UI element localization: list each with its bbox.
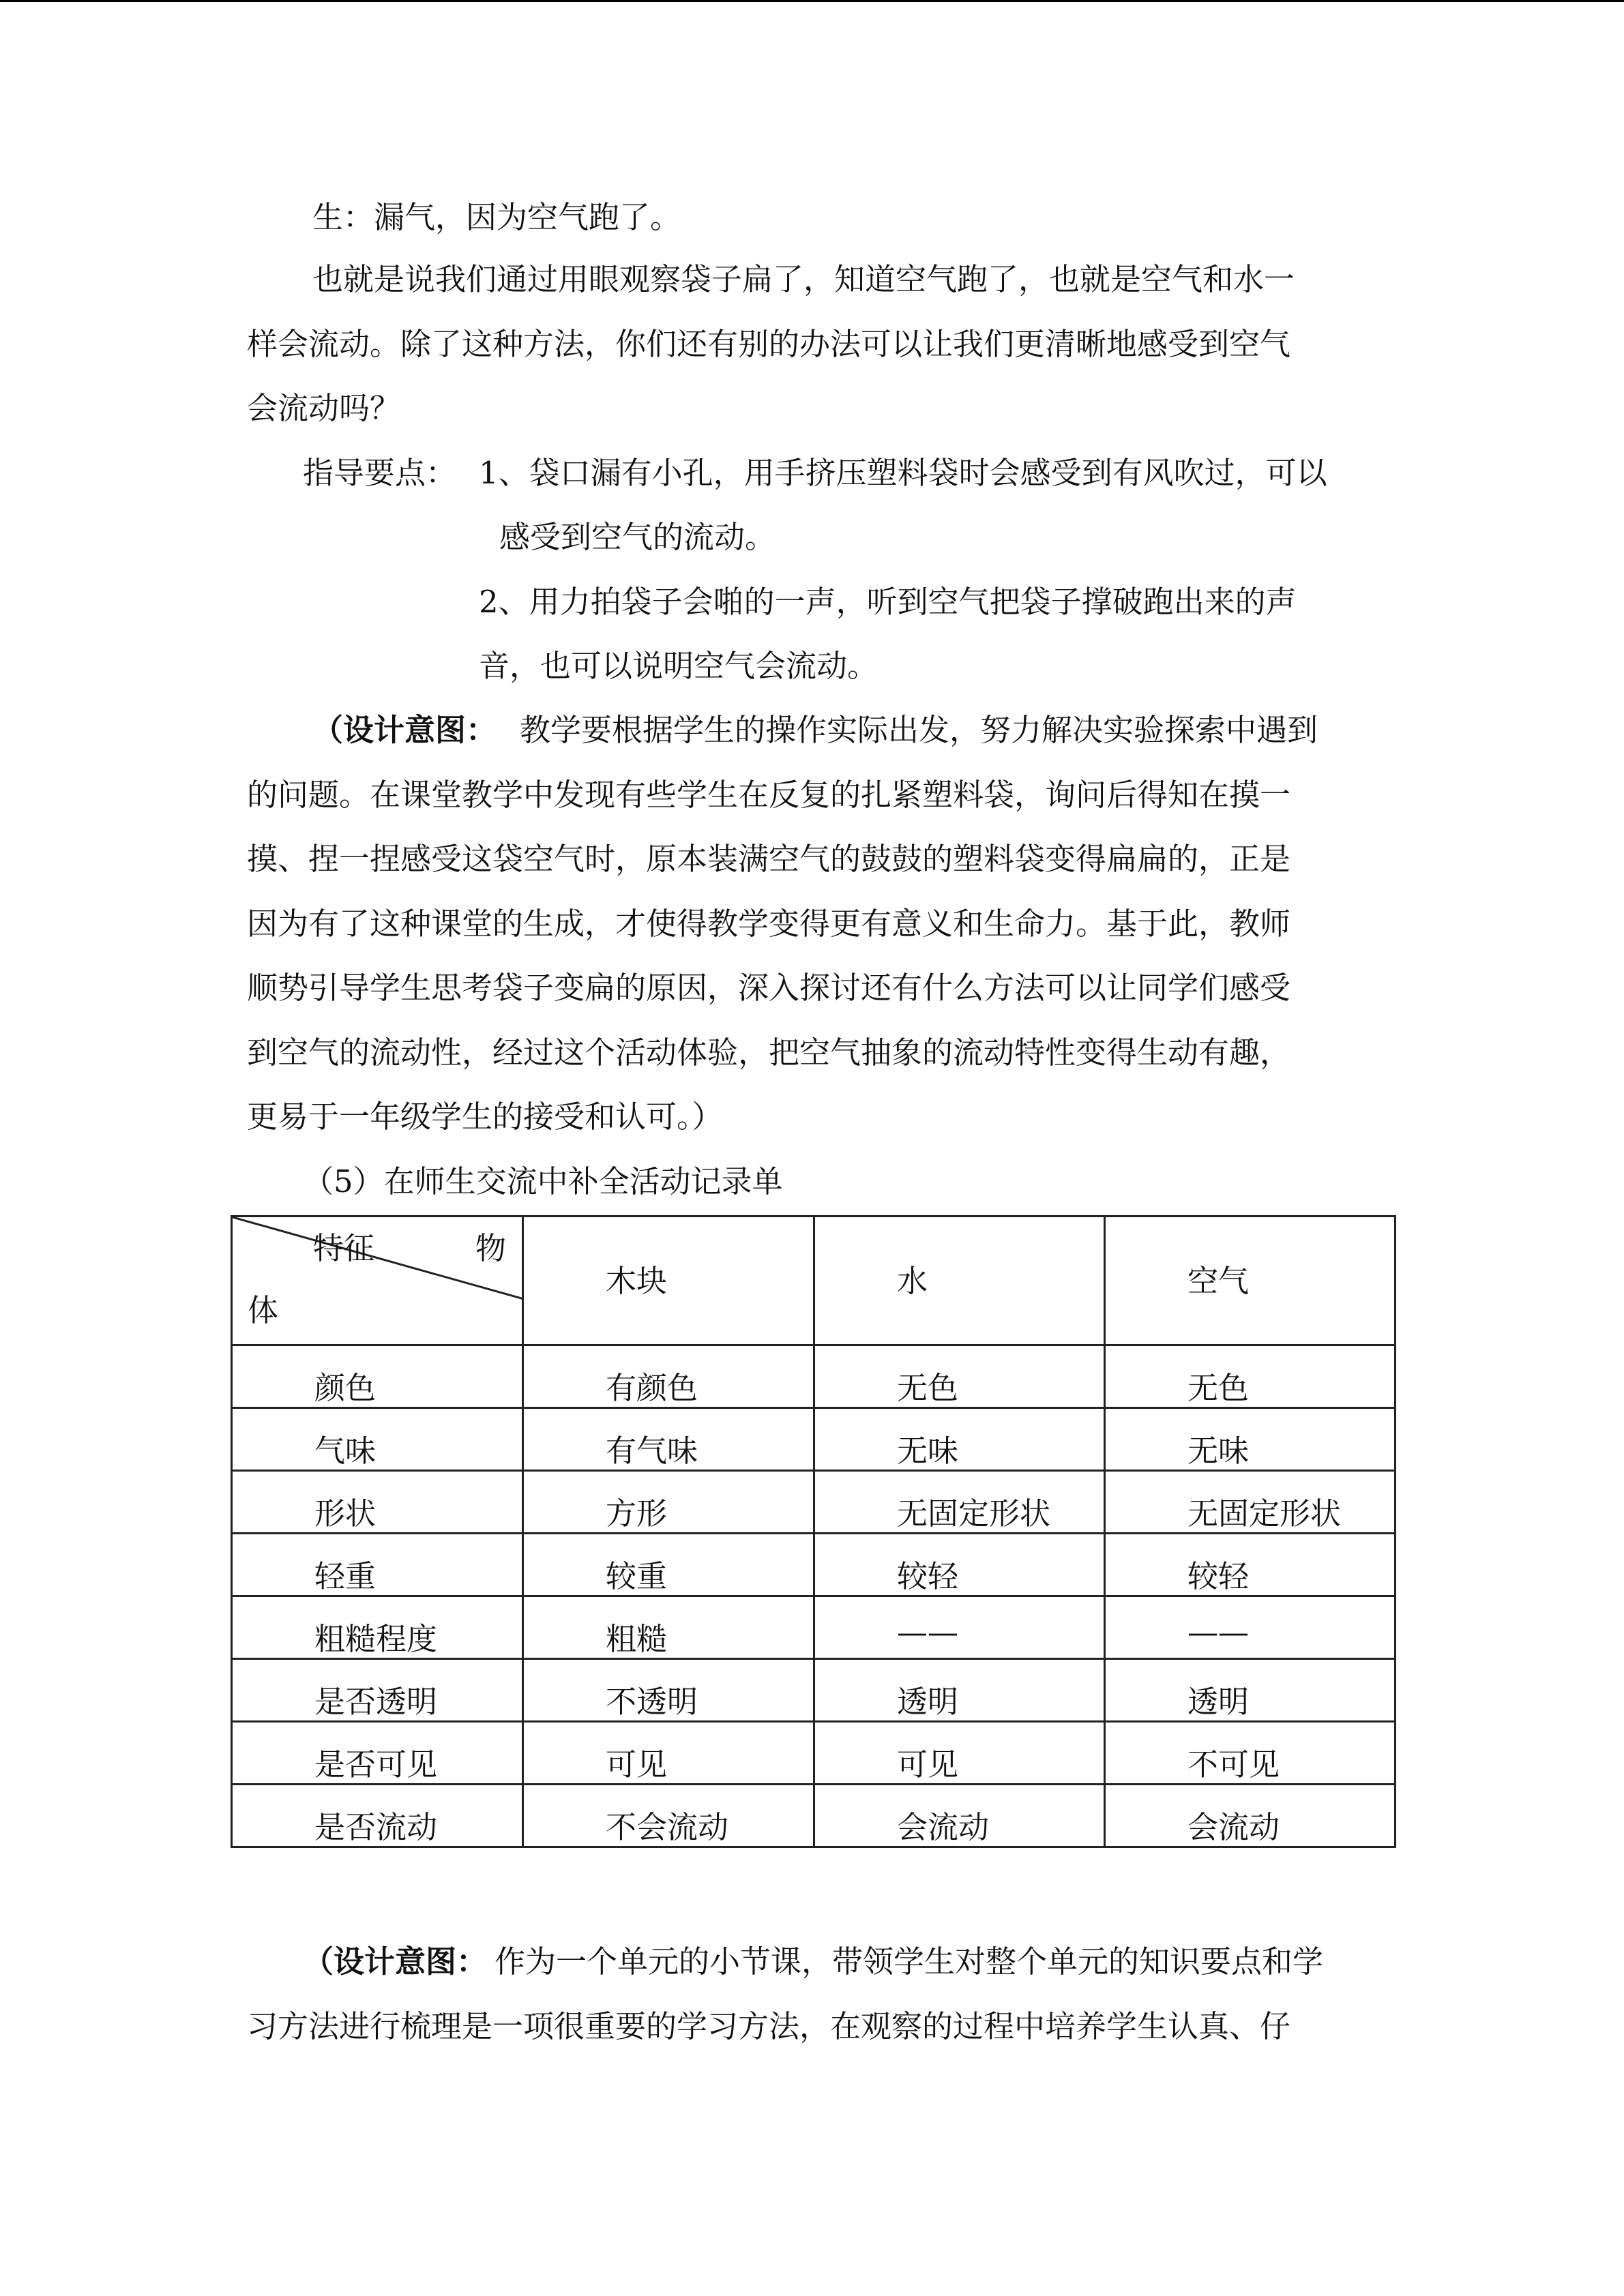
design-intent-text: 到空气的流动性，经过这个活动体验，把空气抽象的流动特性变得生动有趣， bbox=[247, 1034, 1291, 1071]
table-cell bbox=[814, 1659, 1105, 1722]
design-intent-text-2: 作为一个单元的小节课，带领学生对整个单元的知识要点和学 bbox=[494, 1943, 1324, 1980]
table-cell bbox=[1105, 1659, 1396, 1722]
paragraph-line: 会流动吗？ bbox=[247, 390, 401, 426]
table-cell bbox=[814, 1345, 1105, 1408]
table-cell-text: 无固定形状 bbox=[1187, 1495, 1342, 1532]
table-row bbox=[232, 1659, 1396, 1722]
design-intent-text: 的问题。在课堂教学中发现有些学生在反复的扎紧塑料袋，询问后得知在摸一 bbox=[247, 777, 1291, 813]
table-cell-text: 较重 bbox=[606, 1558, 668, 1594]
table-cell-text: 颜色 bbox=[314, 1370, 377, 1406]
table-cell-text: 会流动 bbox=[1187, 1809, 1280, 1845]
table-cell-text: 是否流动 bbox=[314, 1809, 438, 1845]
table-row bbox=[232, 1345, 1396, 1408]
table-cell-text: 不可见 bbox=[1187, 1746, 1280, 1783]
guide-point-1: 1、袋口漏有小孔，用手挤压塑料袋时会感受到有风吹过，可以 bbox=[479, 455, 1327, 491]
table-cell-text: 较轻 bbox=[1187, 1558, 1250, 1594]
table-cell bbox=[232, 1534, 523, 1596]
table-cell bbox=[814, 1722, 1105, 1785]
table-cell bbox=[523, 1596, 814, 1659]
table-cell bbox=[232, 1785, 523, 1847]
guide-point-2-cont: 音，也可以说明空气会流动。 bbox=[479, 648, 879, 684]
table-cell-text: 无色 bbox=[897, 1370, 959, 1406]
table-cell-text: 方形 bbox=[606, 1495, 668, 1532]
guide-point-2: 2、用力拍袋子会啪的一声，听到空气把袋子撑破跑出来的声 bbox=[479, 584, 1297, 620]
table-cell-text: 是否可见 bbox=[314, 1746, 438, 1783]
table-cell-text: 可见 bbox=[606, 1746, 668, 1783]
design-intent-label: （设计意图： bbox=[312, 712, 497, 748]
table-row bbox=[232, 1722, 1396, 1785]
table-header-cell bbox=[1105, 1217, 1396, 1345]
table-cell bbox=[523, 1722, 814, 1785]
table-cell-text: 较轻 bbox=[897, 1558, 959, 1594]
table-cell-text: 无味 bbox=[1187, 1433, 1250, 1469]
table-row bbox=[232, 1596, 1396, 1659]
table-cell bbox=[814, 1408, 1105, 1471]
table-cell bbox=[1105, 1471, 1396, 1534]
design-intent-text: 因为有了这种课堂的生成，才使得教学变得更有意义和生命力。基于此，教师 bbox=[247, 906, 1291, 942]
design-intent-text: 更易于一年级学生的接受和认可。） bbox=[247, 1099, 723, 1135]
table-cell bbox=[523, 1471, 814, 1534]
table-cell bbox=[814, 1534, 1105, 1596]
table-cell bbox=[232, 1659, 523, 1722]
activity-record-table bbox=[231, 1215, 1396, 1848]
table-row bbox=[232, 1534, 1396, 1596]
table-cell bbox=[523, 1534, 814, 1596]
corner-label-object-a: 物 bbox=[475, 1230, 507, 1266]
table-cell bbox=[523, 1345, 814, 1408]
table-cell bbox=[232, 1345, 523, 1408]
table-header-cell bbox=[523, 1217, 814, 1345]
guide-label: 指导要点： bbox=[303, 455, 457, 491]
design-intent-text: 顺势引导学生思考袋子变扁的原因，深入探讨还有什么方法可以让同学们感受 bbox=[247, 970, 1291, 1006]
table-cell-text: 气味 bbox=[314, 1433, 377, 1469]
table-cell-text: 透明 bbox=[1187, 1684, 1250, 1720]
corner-label-feature: 特征 bbox=[313, 1230, 375, 1266]
page-top-border bbox=[0, 0, 1624, 2]
table-cell bbox=[232, 1408, 523, 1471]
table-cell-text: 轻重 bbox=[314, 1558, 377, 1594]
table-cell-text: 无味 bbox=[897, 1433, 959, 1469]
table-cell bbox=[1105, 1785, 1396, 1847]
table-row bbox=[232, 1471, 1396, 1534]
corner-label-object-b: 体 bbox=[248, 1292, 279, 1328]
guide-point-1-cont: 感受到空气的流动。 bbox=[499, 519, 776, 555]
table-cell bbox=[1105, 1345, 1396, 1408]
table-cell-text: 水 bbox=[897, 1263, 928, 1299]
paragraph-line: 也就是说我们通过用眼观察袋子扁了，知道空气跑了，也就是空气和水一 bbox=[312, 261, 1295, 297]
design-intent-text: 摸、捏一捏感受这袋空气时，原本装满空气的鼓鼓的塑料袋变得扁扁的，正是 bbox=[247, 841, 1291, 877]
table-cell bbox=[232, 1722, 523, 1785]
table-corner-cell bbox=[232, 1217, 523, 1345]
table-cell bbox=[232, 1471, 523, 1534]
table-cell-text: 不会流动 bbox=[606, 1809, 729, 1845]
table-cell bbox=[232, 1596, 523, 1659]
table-header-row bbox=[232, 1217, 1396, 1345]
table-cell-text: —— bbox=[897, 1614, 958, 1650]
table-cell bbox=[523, 1785, 814, 1847]
table-cell-text: 木块 bbox=[606, 1263, 668, 1299]
design-intent-text: 教学要根据学生的操作实际出发，努力解决实验探索中遇到 bbox=[520, 712, 1318, 748]
table-cell-text: 无固定形状 bbox=[897, 1495, 1051, 1532]
table-cell-text: 无色 bbox=[1187, 1370, 1250, 1406]
table-row bbox=[232, 1408, 1396, 1471]
paragraph-line: 样会流动。除了这种方法，你们还有别的办法可以让我们更清晰地感受到空气 bbox=[247, 326, 1291, 362]
table-cell bbox=[1105, 1408, 1396, 1471]
table-cell-text: 粗糙程度 bbox=[314, 1621, 438, 1657]
table-cell-text: 有气味 bbox=[606, 1433, 698, 1469]
design-intent-label-2: （设计意图： bbox=[303, 1943, 488, 1980]
table-cell-text: 空气 bbox=[1187, 1263, 1250, 1299]
table-cell-text: 透明 bbox=[897, 1684, 959, 1720]
table-cell bbox=[814, 1596, 1105, 1659]
table-cell-text: 有颜色 bbox=[606, 1370, 698, 1406]
table-cell bbox=[1105, 1534, 1396, 1596]
design-intent-text-2: 习方法进行梳理是一项很重要的学习方法，在观察的过程中培养学生认真、仔 bbox=[247, 2008, 1291, 2044]
table-cell-text: 不透明 bbox=[606, 1684, 698, 1720]
table-cell-text: 粗糙 bbox=[606, 1621, 668, 1657]
section-heading: （5）在师生交流中补全活动记录单 bbox=[303, 1163, 783, 1199]
table-cell-text: 会流动 bbox=[897, 1809, 990, 1845]
table-cell-text: 形状 bbox=[314, 1495, 377, 1532]
paragraph-student-answer: 生：漏气，因为空气跑了。 bbox=[312, 199, 681, 235]
table-cell bbox=[1105, 1722, 1396, 1785]
table-cell bbox=[814, 1471, 1105, 1534]
table-header-cell bbox=[814, 1217, 1105, 1345]
table-cell bbox=[814, 1785, 1105, 1847]
table-cell bbox=[523, 1659, 814, 1722]
table-cell-text: 可见 bbox=[897, 1746, 959, 1783]
table-row bbox=[232, 1785, 1396, 1847]
table-cell-text: —— bbox=[1187, 1614, 1249, 1650]
table-cell bbox=[1105, 1596, 1396, 1659]
table-cell bbox=[523, 1408, 814, 1471]
table-cell-text: 是否透明 bbox=[314, 1684, 438, 1720]
